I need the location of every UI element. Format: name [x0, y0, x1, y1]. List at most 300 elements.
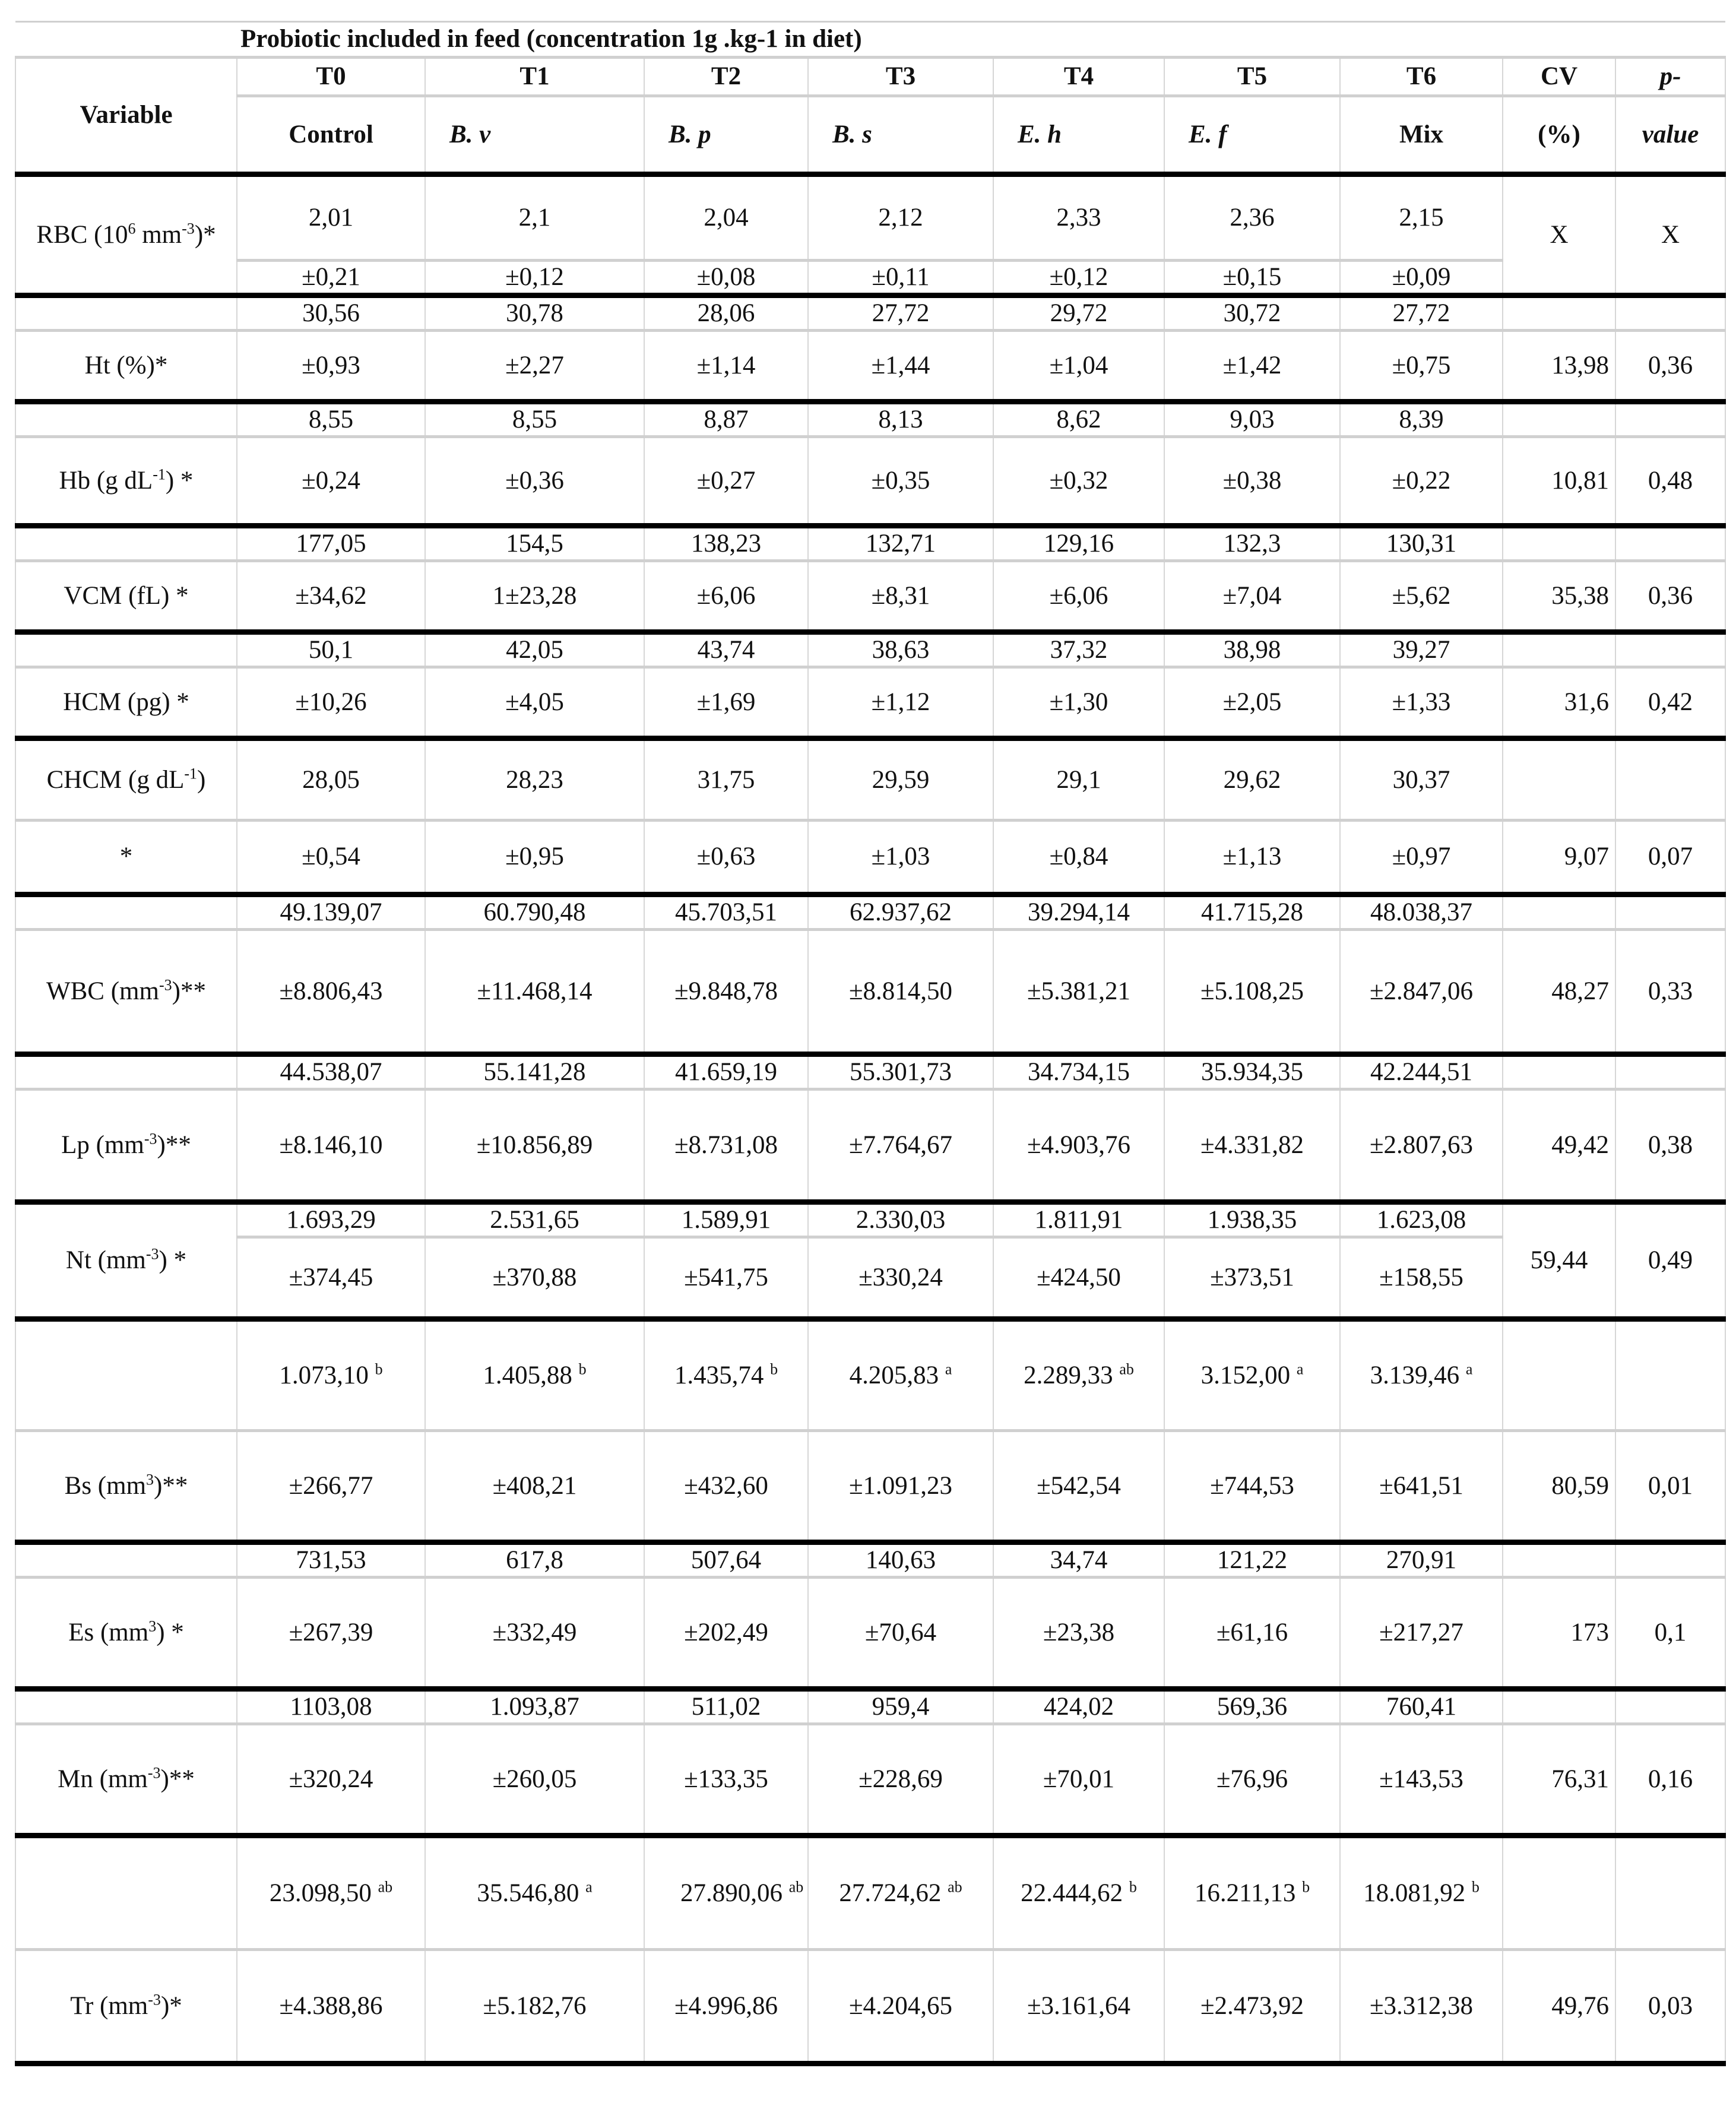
sd-value: ±0,97 [1392, 843, 1451, 870]
variable-empty [15, 632, 237, 667]
mean-ht-t1 [425, 296, 644, 331]
sd-vcm-t4 [993, 561, 1164, 632]
mean-vcm-t3 [808, 526, 993, 561]
sd-value: ±1,13 [1222, 843, 1282, 870]
col-name-t1: B. v [425, 96, 644, 175]
cv-chcm: 9,07 [1503, 821, 1615, 895]
mean-rbc-t6 [1340, 175, 1503, 261]
sd-nt-t0 [237, 1237, 425, 1319]
mean-value: 154,5 [506, 530, 563, 558]
col-code-t5: T5 [1164, 58, 1340, 96]
mean-es-t1 [425, 1543, 644, 1578]
sd-value: ±10.856,89 [476, 1130, 593, 1159]
sd-chcm-t4 [993, 821, 1164, 895]
mean-hcm-t4 [993, 632, 1164, 667]
mean-chcm-t0 [237, 739, 425, 821]
sd-value: ±2.473,92 [1200, 1991, 1304, 2020]
mean-value: 39,27 [1392, 636, 1450, 664]
mean-lp-t3 [808, 1054, 993, 1090]
mean-chcm-t5 [1164, 739, 1340, 821]
sd-value: ±0,27 [696, 466, 756, 495]
mean-value: 27.890,06 [680, 1879, 783, 1907]
sd-wbc-t0 [237, 930, 425, 1054]
mean-hcm-t0 [237, 632, 425, 667]
variable-rbc [15, 175, 237, 296]
sd-value: ±1,14 [696, 351, 756, 379]
super-header: Probiotic included in feed (concentration 1g .kg-1 in diet) [237, 22, 1725, 58]
mean-value: 2.330,03 [856, 1206, 946, 1234]
mean-tr-t3 [808, 1836, 993, 1950]
mean-es-t3 [808, 1543, 993, 1578]
variable-suffix: )** [160, 1765, 195, 1793]
sd-hcm-t5 [1164, 667, 1340, 739]
sd-rbc-t5 [1164, 261, 1340, 296]
sd-value: ±408,21 [492, 1471, 577, 1500]
cv-empty [1503, 1319, 1615, 1431]
mean-wbc-t4 [993, 895, 1164, 930]
mean-value: 42,05 [506, 636, 563, 664]
mean-value: 60.790,48 [483, 898, 586, 926]
sd-value: ±217,27 [1379, 1618, 1463, 1646]
mean-value: 2,01 [308, 204, 354, 232]
mean-value: 1.693,29 [286, 1206, 376, 1234]
sd-value: ±1,69 [696, 688, 756, 716]
variable-label: Tr (mm [70, 1991, 148, 2020]
mean-hcm-t6 [1340, 632, 1503, 667]
sd-value: ±641,51 [1379, 1471, 1463, 1500]
sd-value: ±0,93 [302, 351, 360, 379]
sd-nt-t5 [1164, 1237, 1340, 1319]
mean-lp-t5 [1164, 1054, 1340, 1090]
mean-value: 29,72 [1050, 299, 1108, 327]
mean-es-t0 [237, 1543, 425, 1578]
sd-value: ±34,62 [295, 581, 367, 610]
sd-value: ±133,35 [684, 1765, 768, 1793]
sd-vcm-t6 [1340, 561, 1503, 632]
variable-chcm [15, 739, 237, 821]
col-name-t0: Control [237, 96, 425, 175]
variable-label: CHCM (g dL [46, 765, 185, 794]
mean-value: 1.811,91 [1034, 1206, 1123, 1234]
mean-nt-t0 [237, 1202, 425, 1237]
sd-value: ±11.468,14 [477, 977, 593, 1005]
mean-nt-t2 [644, 1202, 808, 1237]
p-empty [1615, 632, 1725, 667]
mean-hb-t0 [237, 402, 425, 437]
variable-empty [15, 296, 237, 331]
mean-value: 22.444,62 [1021, 1879, 1123, 1907]
cv-empty [1503, 1836, 1615, 1950]
mean-bs-t4 [993, 1319, 1164, 1431]
mean-vcm-t1 [425, 526, 644, 561]
variable-nt [15, 1202, 237, 1319]
variable-superscript: -3 [144, 1130, 157, 1148]
p-empty [1615, 739, 1725, 821]
sd-wbc-t5 [1164, 930, 1340, 1054]
variable-lp [15, 1090, 237, 1202]
sd-chcm-t2 [644, 821, 808, 895]
row-tr-sd [15, 1950, 1725, 2064]
sd-es-t2 [644, 1578, 808, 1689]
mean-es-t5 [1164, 1543, 1340, 1578]
mean-value: 2.289,33 [1024, 1361, 1113, 1389]
sd-value: ±373,51 [1210, 1263, 1294, 1291]
sd-hcm-t3 [808, 667, 993, 739]
mean-value: 62.937,62 [850, 898, 952, 926]
mean-value: 42.244,51 [1370, 1058, 1472, 1086]
p-value-hb: 0,48 [1615, 437, 1725, 526]
cv-empty [1503, 739, 1615, 821]
mean-value: 2,15 [1399, 204, 1444, 232]
mean-vcm-t2 [644, 526, 808, 561]
sd-value: ±3.312,38 [1369, 1991, 1474, 2020]
significance-letter: ab [378, 1878, 393, 1896]
sd-value: ±2.847,06 [1369, 977, 1474, 1005]
sd-value: ±4.204,65 [848, 1991, 953, 2020]
mean-value: 1103,08 [290, 1693, 372, 1721]
mean-mn-t0 [237, 1689, 425, 1724]
variable-empty [15, 1543, 237, 1578]
sd-value: ±7,04 [1222, 581, 1282, 610]
mean-nt-t6 [1340, 1202, 1503, 1237]
sd-value: ±9.848,78 [674, 977, 778, 1005]
mean-value: 9,03 [1230, 406, 1275, 433]
p-value-vcm: 0,36 [1615, 561, 1725, 632]
sd-value: ±2,27 [505, 351, 564, 379]
sd-value: ±3.161,64 [1027, 1991, 1131, 2020]
mean-nt-t5 [1164, 1202, 1340, 1237]
mean-hb-t3 [808, 402, 993, 437]
sd-rbc-t6 [1340, 261, 1503, 296]
sd-value: ±0,22 [1392, 466, 1451, 495]
sd-value: ±0,63 [696, 843, 756, 870]
mean-value: 424,02 [1043, 1693, 1114, 1721]
variable-hcm [15, 667, 237, 739]
variable-superscript: 3 [146, 1471, 154, 1489]
cv-hb: 10,81 [1503, 437, 1615, 526]
p-value-wbc: 0,33 [1615, 930, 1725, 1054]
variable-superscript: -3 [159, 976, 172, 994]
sd-wbc-t6 [1340, 930, 1503, 1054]
sd-nt-t4 [993, 1237, 1164, 1319]
mean-value: 959,4 [872, 1693, 930, 1721]
sd-value: ±541,75 [684, 1263, 768, 1291]
hematology-table [15, 21, 1726, 2066]
col-name-t4: E. h [993, 96, 1164, 175]
mean-lp-t4 [993, 1054, 1164, 1090]
mean-mn-t3 [808, 1689, 993, 1724]
row-nt-sd [15, 1237, 1725, 1319]
sd-ht-t1 [425, 331, 644, 402]
sd-chcm-t1 [425, 821, 644, 895]
mean-value: 45.703,51 [675, 898, 777, 926]
mean-value: 511,02 [691, 1693, 761, 1721]
sd-value: ±0,84 [1049, 843, 1108, 870]
variable-header: Variable [15, 58, 237, 175]
sd-rbc-t2 [644, 261, 808, 296]
cv-nt: 59,44 [1503, 1202, 1615, 1319]
mean-hb-t1 [425, 402, 644, 437]
row-ht-mean [15, 296, 1725, 331]
sd-chcm-t3 [808, 821, 993, 895]
variable-label: Bs (mm [64, 1471, 147, 1500]
col-code-t1: T1 [425, 58, 644, 96]
mean-bs-t1 [425, 1319, 644, 1431]
row-wbc-mean [15, 895, 1725, 930]
sd-wbc-t4 [993, 930, 1164, 1054]
cv-empty [1503, 526, 1615, 561]
mean-value: 30,72 [1223, 299, 1281, 327]
sd-value: ±330,24 [859, 1263, 943, 1291]
sd-nt-t3 [808, 1237, 993, 1319]
mean-value: 1.435,74 [674, 1361, 764, 1389]
variable-empty [15, 526, 237, 561]
row-mn-mean [15, 1689, 1725, 1724]
sd-tr-t3 [808, 1950, 993, 2064]
variable-unit: mm [135, 220, 182, 249]
sd-value: ±0,32 [1049, 466, 1108, 495]
mean-value: 44.538,07 [280, 1058, 382, 1086]
mean-ht-t6 [1340, 296, 1503, 331]
row-chcm-mean [15, 739, 1725, 821]
mean-value: 27,72 [872, 299, 930, 327]
variable-suffix: ) * [156, 1618, 184, 1646]
mean-value: 27,72 [1392, 299, 1450, 327]
mean-rbc-t1 [425, 175, 644, 261]
mean-chcm-t3 [808, 739, 993, 821]
mean-vcm-t0 [237, 526, 425, 561]
sd-value: ±1,33 [1392, 688, 1451, 716]
mean-value: 1.405,88 [483, 1361, 572, 1389]
mean-value: 1.589,91 [681, 1206, 771, 1234]
variable-suffix: * [119, 843, 133, 870]
variable-superscript: -3 [145, 1245, 159, 1263]
row-rbc-sd [15, 261, 1725, 296]
sd-value: ±0,54 [302, 843, 360, 870]
sd-lp-t6 [1340, 1090, 1503, 1202]
p-empty [1615, 296, 1725, 331]
sd-value: ±70,01 [1043, 1765, 1115, 1793]
mean-value: 140,63 [865, 1546, 936, 1574]
sd-tr-t0 [237, 1950, 425, 2064]
sd-value: ±4.996,86 [674, 1991, 778, 2020]
variable-suffix: )* [160, 1991, 182, 2020]
sd-value: ±266,77 [289, 1471, 373, 1500]
mean-value: 34,74 [1050, 1546, 1108, 1574]
mean-value: 760,41 [1386, 1693, 1457, 1721]
mean-nt-t1 [425, 1202, 644, 1237]
sd-hcm-t4 [993, 667, 1164, 739]
variable-hb [15, 437, 237, 526]
mean-value: 39.294,14 [1028, 898, 1130, 926]
row-vcm-mean [15, 526, 1725, 561]
mean-ht-t0 [237, 296, 425, 331]
col-code-t0: T0 [237, 58, 425, 96]
cv-empty [1503, 1689, 1615, 1724]
row-rbc-mean [15, 175, 1725, 261]
row-hb-mean [15, 402, 1725, 437]
mean-bs-t0 [237, 1319, 425, 1431]
sd-value: ±260,05 [492, 1765, 577, 1793]
sd-hb-t3 [808, 437, 993, 526]
mean-value: 29,62 [1223, 765, 1281, 794]
col-code-t4: T4 [993, 58, 1164, 96]
mean-mn-t6 [1340, 1689, 1503, 1724]
sd-value: ±0,24 [302, 466, 360, 495]
p-empty [1615, 1319, 1725, 1431]
mean-vcm-t5 [1164, 526, 1340, 561]
p-empty [1615, 402, 1725, 437]
mean-value: 41.715,28 [1201, 898, 1303, 926]
sd-hb-t4 [993, 437, 1164, 526]
significance-letter: a [1465, 1360, 1473, 1378]
col-name-t3: B. s [808, 96, 993, 175]
sd-bs-t2 [644, 1431, 808, 1543]
sd-hcm-t1 [425, 667, 644, 739]
p-empty [1615, 1543, 1725, 1578]
sd-bs-t4 [993, 1431, 1164, 1543]
sd-hb-t1 [425, 437, 644, 526]
variable-empty [15, 1054, 237, 1090]
sd-wbc-t2 [644, 930, 808, 1054]
sd-hcm-t6 [1340, 667, 1503, 739]
sd-value: ±0,21 [302, 263, 360, 291]
p-header-line2: value [1615, 96, 1725, 175]
cv-hcm: 31,6 [1503, 667, 1615, 739]
mean-wbc-t6 [1340, 895, 1503, 930]
sd-value: ±370,88 [492, 1263, 577, 1291]
header-row-codes [15, 58, 1725, 96]
mean-value: 2,12 [878, 204, 923, 232]
col-name-t5: E. f [1164, 96, 1340, 175]
mean-value: 129,16 [1043, 530, 1114, 558]
mean-hb-t2 [644, 402, 808, 437]
row-ht-sd [15, 331, 1725, 402]
sd-mn-t1 [425, 1724, 644, 1836]
mean-value: 38,98 [1223, 636, 1281, 664]
sd-value: ±2,05 [1222, 688, 1282, 716]
mean-es-t4 [993, 1543, 1164, 1578]
p-value-bs: 0,01 [1615, 1431, 1725, 1543]
mean-value: 37,32 [1050, 636, 1108, 664]
mean-value: 132,3 [1223, 530, 1281, 558]
variable-label: Hb (g dL [59, 466, 153, 495]
p-value-lp: 0,38 [1615, 1090, 1725, 1202]
sd-ht-t3 [808, 331, 993, 402]
sd-bs-t0 [237, 1431, 425, 1543]
sd-hb-t5 [1164, 437, 1340, 526]
mean-value: 270,91 [1386, 1546, 1457, 1574]
sd-value: ±5.182,76 [483, 1991, 587, 2020]
significance-letter: b [375, 1360, 383, 1378]
mean-value: 8,55 [308, 406, 354, 433]
sd-tr-t2 [644, 1950, 808, 2064]
sd-value: ±267,39 [289, 1618, 373, 1646]
p-value-mn: 0,16 [1615, 1724, 1725, 1836]
sd-value: ±61,16 [1216, 1618, 1288, 1646]
sd-value: ±143,53 [1379, 1765, 1463, 1793]
sd-value: ±0,15 [1222, 263, 1282, 291]
col-name-t6: Mix [1340, 96, 1503, 175]
variable-label: HCM (pg) * [63, 688, 189, 716]
mean-value: 28,06 [697, 299, 755, 327]
variable-superscript: -3 [182, 220, 195, 237]
mean-value: 31,75 [697, 765, 755, 794]
variable-label: RBC (10 [36, 220, 128, 249]
mean-value: 1.623,08 [1376, 1206, 1466, 1234]
mean-bs-t5 [1164, 1319, 1340, 1431]
mean-mn-t5 [1164, 1689, 1340, 1724]
mean-hb-t5 [1164, 402, 1340, 437]
sd-value: ±1,12 [871, 688, 930, 716]
sd-bs-t3 [808, 1431, 993, 1543]
cv-rbc: X [1503, 175, 1615, 296]
sd-hcm-t0 [237, 667, 425, 739]
p-empty [1615, 1054, 1725, 1090]
mean-wbc-t3 [808, 895, 993, 930]
variable-suffix: ) [197, 765, 206, 794]
mean-hcm-t3 [808, 632, 993, 667]
mean-value: 55.301,73 [850, 1058, 952, 1086]
sd-ht-t0 [237, 331, 425, 402]
col-code-t6: T6 [1340, 58, 1503, 96]
mean-value: 2,36 [1230, 204, 1275, 232]
mean-value: 1.938,35 [1207, 1206, 1297, 1234]
sd-hb-t6 [1340, 437, 1503, 526]
sd-value: ±5,62 [1392, 581, 1451, 610]
mean-bs-t6 [1340, 1319, 1503, 1431]
sd-value: ±1,44 [871, 351, 930, 379]
variable-empty [15, 1836, 237, 1950]
sd-rbc-t1 [425, 261, 644, 296]
mean-value: 50,1 [308, 636, 354, 664]
cv-empty [1503, 632, 1615, 667]
mean-value: 29,1 [1056, 765, 1101, 794]
mean-bs-t2 [644, 1319, 808, 1431]
mean-value: 49.139,07 [280, 898, 382, 926]
sd-chcm-t5 [1164, 821, 1340, 895]
mean-value: 130,31 [1386, 530, 1457, 558]
cv-bs: 80,59 [1503, 1431, 1615, 1543]
variable-chcm-line2 [15, 821, 237, 895]
variable-empty [15, 1689, 237, 1724]
row-es-sd [15, 1578, 1725, 1689]
cv-empty [1503, 895, 1615, 930]
mean-tr-t6 [1340, 1836, 1503, 1950]
mean-rbc-t2 [644, 175, 808, 261]
mean-wbc-t0 [237, 895, 425, 930]
sd-hcm-t2 [644, 667, 808, 739]
variable-empty [15, 895, 237, 930]
significance-letter: b [1129, 1878, 1137, 1896]
sd-vcm-t5 [1164, 561, 1340, 632]
variable-suffix: )** [157, 1130, 191, 1159]
mean-ht-t3 [808, 296, 993, 331]
mean-value: 2,04 [704, 204, 749, 232]
mean-tr-t0 [237, 1836, 425, 1950]
sd-rbc-t3 [808, 261, 993, 296]
mean-value: 35.546,80 [477, 1879, 579, 1907]
sd-tr-t1 [425, 1950, 644, 2064]
mean-es-t2 [644, 1543, 808, 1578]
mean-hcm-t5 [1164, 632, 1340, 667]
sd-vcm-t3 [808, 561, 993, 632]
sd-hb-t0 [237, 437, 425, 526]
sd-value: ±0,11 [872, 263, 930, 291]
mean-value: 30,56 [302, 299, 360, 327]
variable-label: Nt (mm [65, 1246, 146, 1274]
variable-label: Lp (mm [61, 1130, 144, 1159]
